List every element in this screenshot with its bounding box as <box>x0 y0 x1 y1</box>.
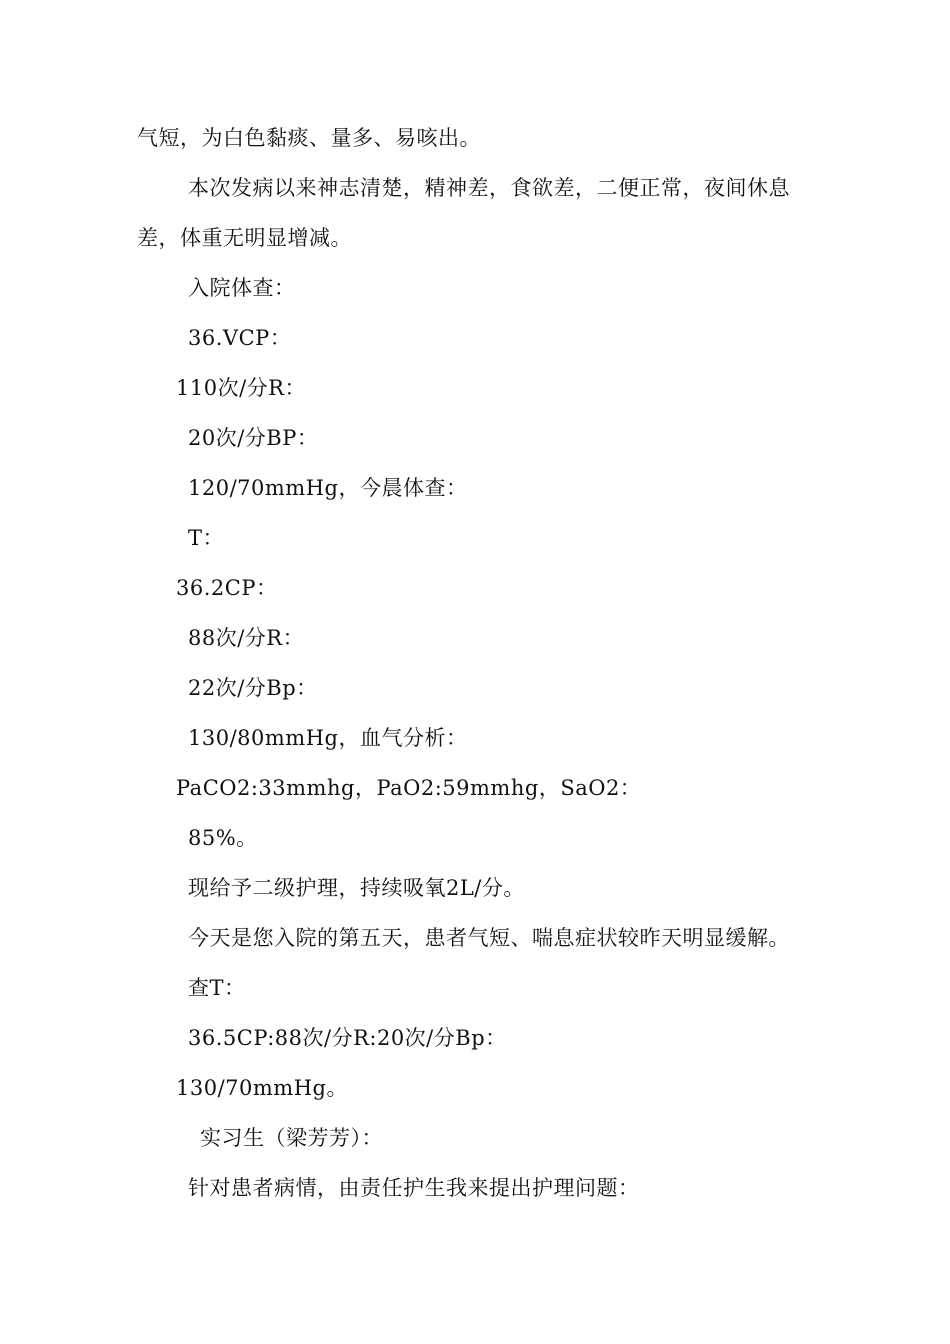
text-line-14: PaCO2:33mmhg，PaO2:59mmhg，SaO2： <box>176 776 642 800</box>
text-line-17: 今天是您入院的第五天，患者气短、喘息症状较昨天明显缓解。 <box>188 926 790 950</box>
text-line-10: 36.2CP： <box>176 576 278 600</box>
text-line-15: 85%。 <box>188 826 258 850</box>
text-line-5: 36.VCP： <box>188 326 292 350</box>
text-line-22: 针对患者病情，由责任护生我来提出护理问题： <box>188 1176 640 1200</box>
text-line-1: 气短，为白色黏痰、量多、易咳出。 <box>137 126 481 150</box>
text-line-9: T： <box>188 526 225 550</box>
text-line-2: 本次发病以来神志清楚，精神差，食欲差，二便正常，夜间休息 <box>188 176 790 200</box>
text-line-11: 88次/分R： <box>188 626 305 650</box>
text-line-13: 130/80mmHg，血气分析： <box>188 726 468 750</box>
text-line-12: 22次/分Bp： <box>188 676 318 700</box>
text-line-19: 36.5CP:88次/分R:20次/分Bp： <box>188 1026 507 1050</box>
text-line-8: 120/70mmHg，今晨体查： <box>188 476 468 500</box>
text-line-6: 110次/分R： <box>176 376 306 400</box>
text-line-21: 实习生（梁芳芳）： <box>200 1126 383 1150</box>
text-line-16: 现给予二级护理，持续吸氧2L/分。 <box>188 876 525 900</box>
text-line-4: 入院体查： <box>188 276 296 300</box>
text-line-7: 20次/分BP： <box>188 426 319 450</box>
text-line-3: 差，体重无明显增减。 <box>137 226 352 250</box>
text-line-18: 查T： <box>188 976 246 1000</box>
text-line-20: 130/70mmHg。 <box>176 1076 348 1100</box>
